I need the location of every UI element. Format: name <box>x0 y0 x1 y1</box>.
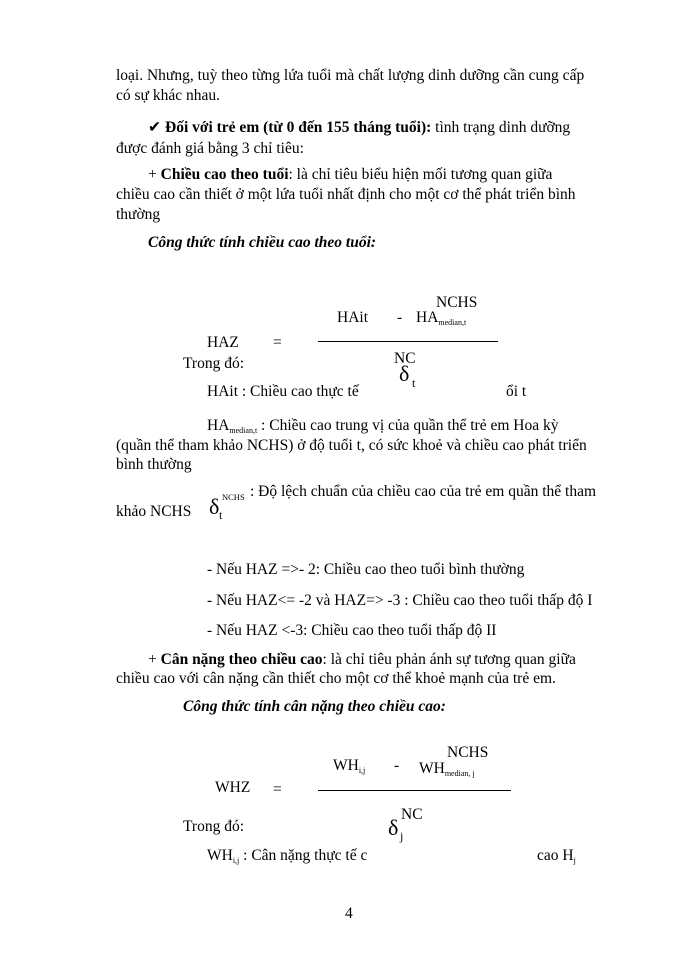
text-span: WH <box>207 847 233 864</box>
paragraph-line <box>148 651 576 669</box>
subscript: i,j <box>358 766 366 775</box>
text-span: tình trạng dinh dưỡng <box>431 119 571 136</box>
check-mark-icon: ✔ <box>148 119 161 136</box>
definition-label: Trong đó: <box>183 355 245 372</box>
paragraph-line: loại. Nhưng, tuỳ theo từng lứa tuổi mà chất lượng dinh dưỡng cần cung cấp <box>116 67 585 84</box>
sd-superscript: NCHS <box>222 492 245 502</box>
formula-minus: - <box>397 309 403 326</box>
text-span: + <box>148 651 161 668</box>
paragraph-line: chiều cao với cân nặng cần thiết cho một cơ thể khoẻ mạnh của trẻ em. <box>116 670 556 687</box>
formula-heading: Công thức tính cân nặng theo chiều cao: <box>183 698 446 715</box>
delta-subscript: t <box>412 376 416 390</box>
subscript: median,t <box>438 318 467 327</box>
paragraph-line <box>148 119 570 137</box>
page-number: 4 <box>345 905 353 922</box>
subscript: j <box>573 856 576 865</box>
paragraph-line <box>148 166 552 184</box>
text-span: : là chỉ tiêu phản ánh sự tương quan giữa <box>322 651 576 668</box>
formula-numerator-left: HAit <box>337 309 368 326</box>
formula-numerator-right <box>416 309 466 332</box>
text-span: : là chỉ tiêu biểu hiện mối tương quan giữa <box>288 166 553 183</box>
paragraph-line: thường <box>116 206 161 223</box>
text-span: cao H <box>537 847 574 864</box>
formula-equals: = <box>273 334 282 351</box>
text-span: : Cân nặng thực tế c <box>239 847 368 864</box>
bold-phrase: Chiều cao theo tuổi <box>160 166 289 183</box>
delta-symbol: δ <box>388 815 399 840</box>
definition-line-tail: ổi t <box>506 383 527 400</box>
formula-numerator-right <box>419 760 475 783</box>
definition-line <box>207 847 367 870</box>
bold-phrase: Cân nặng theo chiều cao <box>160 651 323 668</box>
formula-nchs: NCHS <box>436 294 478 311</box>
definition-label: Trong đó: <box>183 818 245 835</box>
formula-den-nc: NC <box>401 806 423 823</box>
definition-line: bình thường <box>116 456 192 473</box>
fraction-bar <box>318 790 511 791</box>
formula-heading: Công thức tính chiều cao theo tuổi: <box>148 234 377 251</box>
formula-numerator-left <box>333 757 365 780</box>
text-span: WH <box>419 760 445 777</box>
text-span: HA <box>416 309 439 326</box>
bold-phrase: Đối với trẻ em (từ 0 đến 155 tháng tuổi): <box>165 119 432 136</box>
definition-line: HAit : Chiều cao thực tế <box>207 383 359 400</box>
subscript: i,j <box>232 856 240 865</box>
formula-lhs: HAZ <box>207 334 239 351</box>
formula-equals: = <box>273 781 282 798</box>
delta-subscript: j <box>400 829 404 843</box>
subscript: median, j <box>444 769 475 778</box>
formula-minus: - <box>394 757 400 774</box>
paragraph-line: chiều cao cần thiết ở một lứa tuổi nhất định cho một cơ thể phát triển bình <box>116 186 576 203</box>
paragraph-line: có sự khác nhau. <box>116 87 220 104</box>
rule-item: - Nếu HAZ<= -2 và HAZ=> -3 : Chiều cao theo tuổi thấp độ I <box>207 592 593 609</box>
formula-lhs: WHZ <box>215 779 251 796</box>
definition-line: khảo NCHS <box>116 503 192 520</box>
definition-line: : Độ lệch chuẩn của chiều cao của trẻ em quần thể tham <box>250 483 597 500</box>
delta-subscript: t <box>219 508 223 522</box>
rule-item: - Nếu HAZ =>- 2: Chiều cao theo tuổi bình thường <box>207 561 525 578</box>
text-span: + <box>148 166 161 183</box>
formula-den-nc: NC <box>394 350 416 367</box>
delta-symbol: δ <box>399 361 410 386</box>
formula-nchs: NCHS <box>447 744 489 761</box>
rule-item: - Nếu HAZ <-3: Chiều cao theo tuổi thấp độ II <box>207 622 497 639</box>
definition-line: (quần thể tham khảo NCHS) ở độ tuổi t, có sức khoẻ và chiều cao phát triển <box>116 437 587 454</box>
text-span: : Chiều cao trung vị của quần thể trẻ em Hoa kỳ <box>257 417 559 434</box>
text-span: WH <box>333 757 359 774</box>
definition-line-tail <box>537 847 576 870</box>
delta-symbol: δ <box>209 494 220 519</box>
paragraph-line: được đánh giá bằng 3 chỉ tiêu: <box>116 140 304 157</box>
text-span: HA <box>207 417 230 434</box>
subscript: median,t <box>229 426 258 435</box>
fraction-bar <box>318 341 498 342</box>
